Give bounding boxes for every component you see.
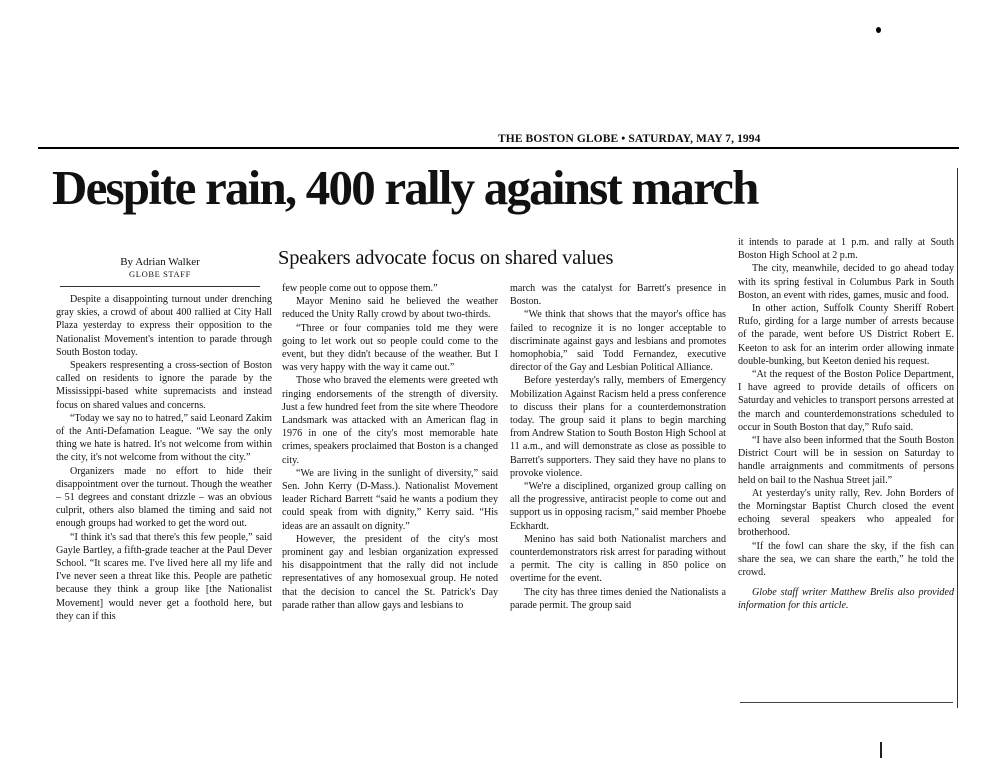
- paragraph: march was the catalyst for Barrett's presence in Boston.: [510, 283, 726, 308]
- scan-speck: [876, 27, 881, 33]
- article-column-1: [56, 293, 272, 623]
- paragraph: Organizers made no effort to hide their disappointment over the turnout. Though the weather – 51 degrees and constant drizzle – was an obvious culprit, others also blamed the timing and said not enough groups had worked to get the word out.: [56, 465, 272, 530]
- paragraph: “We are living in the sunlight of diversity,” said Sen. John Kerry (D-Mass.). Nationalist Movement leader Richard Barrett “said he wants a podium they could speak from with dignity,” Kerry said. “His ideas are an assault on dignity.”: [282, 467, 498, 532]
- paragraph: “If the fowl can share the sky, if the fish can share the sea, we can share the earth,” he told the crowd.: [738, 540, 954, 579]
- paragraph: “At the request of the Boston Police Department, I have agreed to provide details of officers on Saturday and vehicles to transport persons arrested at the march and counterdemonstrations scheduled to occur in South Boston that day,” Rufo said.: [738, 369, 954, 433]
- paragraph: Mayor Menino said he believed the weather reduced the Unity Rally crowd by about two-thirds.: [282, 296, 498, 321]
- paragraph: In other action, Suffolk County Sheriff Robert Rufo, girding for a large number of arrests because of the parade, went before US District Robert E. Keeton to ask for an interim order allowing inmate double-bunking, but Keeton denied his request.: [738, 303, 954, 367]
- paragraph: “I think it's sad that there's this few people,” said Gayle Bartley, a fifth-grade teacher at the Paul Dever School. “It scares me. I've lived here all my life and I've never seen a threat like this. People are pathetic because they think a group like [the Nationalist Movement] would never get a foothold here, but they can if this: [56, 531, 272, 622]
- paragraph: Speakers respresenting a cross-section of Boston called on residents to ignore the parade by the Mississippi-based white supremacists and instead focus on shared values and concerns.: [56, 360, 272, 411]
- article-column-3: [510, 282, 726, 612]
- paragraph: Before yesterday's rally, members of Emergency Mobilization Against Racism held a press conference to discuss their plans for a counterdemonstration today. The group said it plans to begin marching from Andrew Station to South Boston High School at 11 a.m., and will demonstrate as close as possible to Barrett's supporters. They said they have no plans to provoke violence.: [510, 375, 726, 479]
- dateline: THE BOSTON GLOBE • SATURDAY, MAY 7, 1994: [498, 133, 761, 145]
- paragraph: Those who braved the elements were greeted wth ringing endorsements of the strength of diversity. Just a few hundred feet from the site where Theodore Landsmark was attacked with an American flag in 1976 in one of the city's most memorable hate crimes, speakers proclaimed that Boston is a changed city.: [282, 375, 498, 466]
- paragraph: “Three or four companies told me they were going to let work out so people could come to the event, but they didn't because of the weather. But I was very happy with the way it came out.”: [282, 322, 498, 374]
- article-column-4: [738, 236, 954, 613]
- byline-rule: [60, 286, 260, 287]
- column-rule-right: [957, 168, 958, 708]
- byline: [54, 256, 266, 280]
- article-column-2: [282, 282, 498, 612]
- paragraph: The city, meanwhile, decided to go ahead today with its spring festival in Columbus Park in South Boston, an event with rides, games, music and food.: [738, 263, 954, 301]
- paragraph: few people come out to oppose them.”: [282, 283, 438, 294]
- paragraph: Despite a disappointing turnout under drenching gray skies, a crowd of about 400 rallied at City Hall Plaza yesterday to express their opposition to the Nationalist Movement's intention to parade through South Boston today.: [56, 294, 272, 358]
- paragraph: Menino has said both Nationalist marchers and counterdemonstrators risk arrest for parading without a permit. The city is calling in 850 police on overtime for the event.: [510, 533, 726, 585]
- credit-rule: [740, 702, 953, 703]
- paragraph: At yesterday's unity rally, Rev. John Borders of the Morningstar Baptist Church closed the event echoing several speakers who appealed for brotherhood.: [738, 487, 954, 539]
- subheadline: Speakers advocate focus on shared values: [278, 247, 614, 269]
- staff-credit: Globe staff writer Matthew Brelis also provided information for this article.: [738, 587, 954, 612]
- byline-staff: GLOBE STAFF: [129, 269, 191, 279]
- paragraph: However, the president of the city's most prominent gay and lesbian organization expressed his disappointment that the rally did not include representatives of any homosexual group. He noted that the decision to cancel the St. Patrick's Day parade rather than allow gays and lesbians to: [282, 533, 498, 611]
- paragraph: “We're a disciplined, organized group calling on all the progressive, antiracist people to come out and support us in opposing racism,” said member Phoebe Eckhardt.: [510, 481, 726, 532]
- byline-name: By Adrian Walker: [120, 256, 200, 268]
- paragraph: “I have also been informed that the South Boston District Court will be in session on Saturday to handle arraignments and commitments of persons held on bail to the Nashua Street jail.”: [738, 435, 954, 486]
- paragraph: “We think that shows that the mayor's office has failed to recognize it is no longer acceptable to discriminate against gays and lesbians and promotes homophobia,” said Todd Fernandez, executive director of the Gay and Lesbian Political Alliance.: [510, 309, 726, 374]
- header-rule: [38, 147, 959, 149]
- paragraph: “Today we say no to hatred,” said Leonard Zakim of the Anti-Defamation League. “We say the only thing we hate is hatred. It's not welcome from within the city, it's not welcome from without the city.”: [56, 412, 272, 464]
- paragraph: it intends to parade at 1 p.m. and rally at South Boston High School at 2 p.m.: [738, 237, 954, 262]
- paragraph: The city has three times denied the Nationalists a parade permit. The group said: [510, 586, 726, 611]
- scan-mark: [880, 742, 882, 758]
- headline: Despite rain, 400 rally against march: [52, 160, 758, 215]
